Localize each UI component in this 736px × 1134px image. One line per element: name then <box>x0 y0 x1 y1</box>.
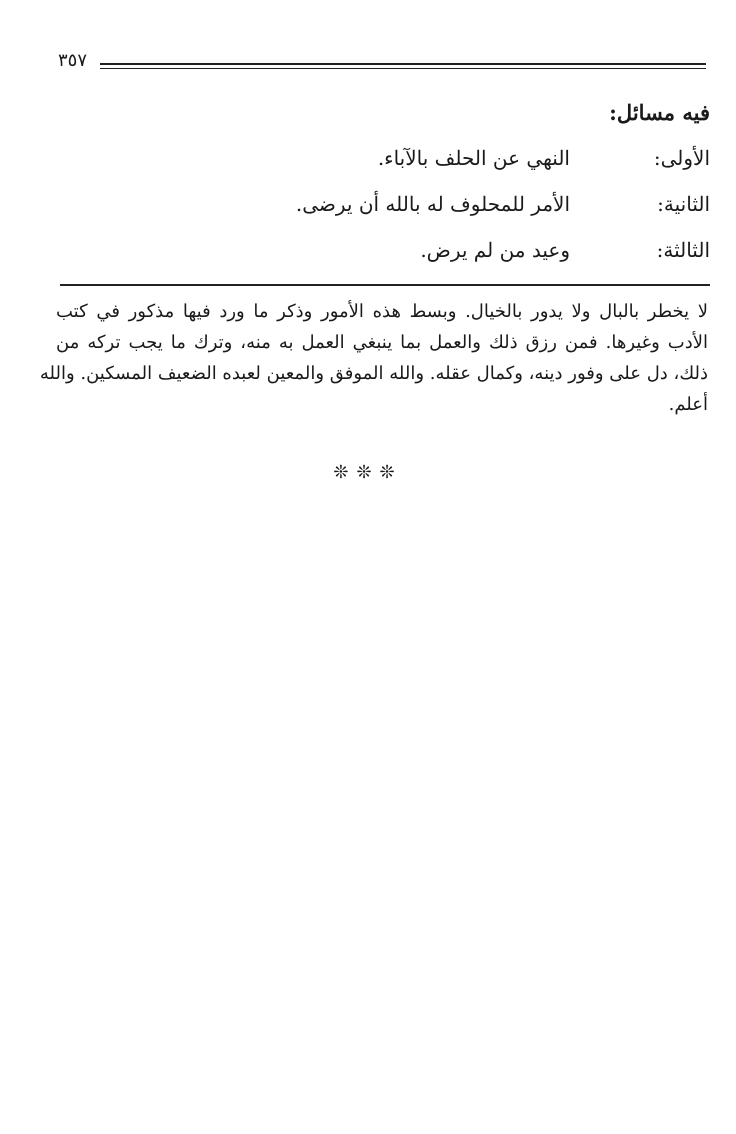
issues-heading: فيه مسائل: <box>609 100 710 125</box>
header-rule <box>100 63 706 69</box>
section-ornament: ❊❊❊ <box>333 462 403 483</box>
page-number: ٣٥٧ <box>58 50 88 71</box>
footnote-line: أعلم. <box>668 394 708 415</box>
footnote-rule <box>60 284 710 286</box>
issue-label: الأولى: <box>653 146 710 170</box>
issue-item-third <box>290 238 710 270</box>
footnote-line: الأدب وغيرها. فمن رزق ذلك والعمل بما ينبغي العمل به منه، وترك ما يجب تركه من <box>56 332 708 353</box>
issue-label: الثالثة: <box>656 238 710 262</box>
issue-label: الثانية: <box>657 192 710 216</box>
footnote <box>39 296 708 420</box>
issue-text: وعيد من لم يرض. <box>420 238 570 262</box>
issue-item-first <box>290 146 710 178</box>
issue-text: النهي عن الحلف بالآباء. <box>377 146 570 170</box>
issue-item-second <box>290 192 710 224</box>
footnote-line: ذلك، دل على وفور دينه، وكمال عقله. والله الموفق والمعين لعبده الضعيف المسكين. والله <box>39 363 708 384</box>
footnote-line: لا يخطر بالبال ولا يدور بالخيال. وبسط هذه الأمور وذكر ما ورد فيها مذكور في كتب <box>56 301 708 322</box>
issue-text: الأمر للمحلوف له بالله أن يرضى. <box>295 192 570 216</box>
